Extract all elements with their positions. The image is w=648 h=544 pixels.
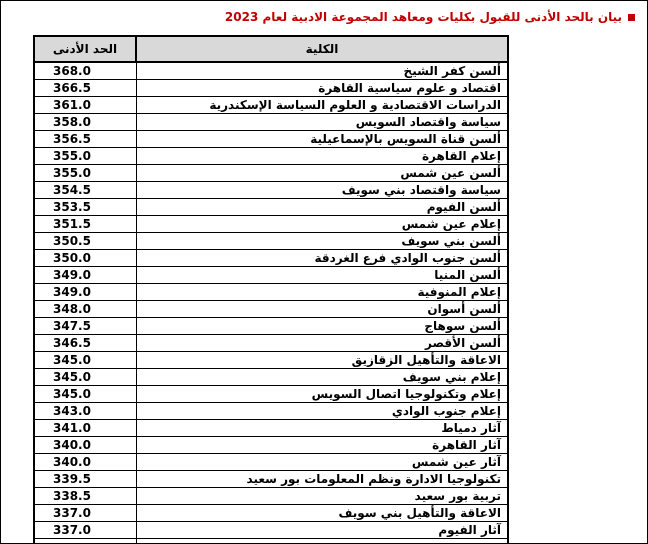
min-score-cell: 358.0: [34, 114, 136, 131]
table-row: [34, 165, 508, 182]
table-row: [34, 284, 508, 301]
college-name-cell: تربية بور سعيد: [136, 488, 508, 505]
min-score-cell: 349.0: [34, 284, 136, 301]
college-name-cell: ألسن بني سويف: [136, 233, 508, 250]
table-row: [34, 233, 508, 250]
college-name-cell: ألسن أسوان: [136, 301, 508, 318]
min-score-cell: 341.0: [34, 420, 136, 437]
table-row: [34, 437, 508, 454]
table-row: [34, 182, 508, 199]
min-score-cell: 340.0: [34, 454, 136, 471]
college-name-cell: إعلام وتكنولوجيا اتصال السويس: [136, 386, 508, 403]
college-name-cell: الاعاقة والتأهيل الزقازيق: [136, 352, 508, 369]
table-row: [34, 148, 508, 165]
min-score-cell: 348.0: [34, 301, 136, 318]
table-header-row: [34, 36, 508, 62]
college-name-cell: إعلام جنوب الوادي: [136, 403, 508, 420]
min-score-cell: 354.5: [34, 182, 136, 199]
red-square-bullet-icon: [628, 14, 635, 21]
admission-table-container: [33, 35, 507, 544]
college-name-cell: الاعاقة والتأهيل بني سويف: [136, 505, 508, 522]
college-name-cell: إعلام المنوفية: [136, 284, 508, 301]
min-score-cell: 345.0: [34, 369, 136, 386]
college-name-cell: اقتصاد و علوم سياسية القاهرة: [136, 80, 508, 97]
college-name-cell: سياسة واقتصاد السويس: [136, 114, 508, 131]
page-title: بيان بالحد الأدنى للقبول بكليات ومعاهد المجموعة الادبية لعام 2023: [224, 10, 622, 24]
college-name-cell: إعلام القاهرة: [136, 148, 508, 165]
college-name-cell: ألسن قناة السويس بالإسماعيلية: [136, 131, 508, 148]
min-score-cell: 343.0: [34, 403, 136, 420]
admission-table: [33, 35, 509, 544]
college-name-cell: ألسن الفيوم: [136, 199, 508, 216]
college-name-cell: ألسن عين شمس: [136, 165, 508, 182]
college-name-cell: آثار القاهرة: [136, 437, 508, 454]
college-name-cell: الدراسات الاقتصادية و العلوم السياسة الإسكندرية: [136, 97, 508, 114]
min-score-cell: 347.5: [34, 318, 136, 335]
table-row-cutoff: [34, 539, 508, 544]
table-row: [34, 267, 508, 284]
college-name-cell: ألسن كفر الشيخ: [136, 62, 508, 80]
min-score-cell: 356.5: [34, 131, 136, 148]
college-name-cell: إعلام عين شمس: [136, 216, 508, 233]
table-row: [34, 403, 508, 420]
table-row: [34, 80, 508, 97]
min-score-cell: 361.0: [34, 97, 136, 114]
min-score-cell: 337.0: [34, 505, 136, 522]
min-score-cell: 350.5: [34, 233, 136, 250]
college-name-cell: ألسن الأقصر: [136, 335, 508, 352]
heading-row: [225, 10, 635, 24]
college-name-cell: إعلام بني سويف: [136, 369, 508, 386]
college-name-cell: تكنولوجيا الادارة ونظم المعلومات بور سعيد: [136, 471, 508, 488]
table-row: [34, 335, 508, 352]
table-row: [34, 352, 508, 369]
table-row: [34, 114, 508, 131]
table-row: [34, 131, 508, 148]
table-row: [34, 369, 508, 386]
table-row: [34, 420, 508, 437]
college-name-cell: [136, 539, 508, 544]
table-row: [34, 522, 508, 539]
table-row: [34, 199, 508, 216]
min-score-cell: 339.5: [34, 471, 136, 488]
column-header-college: الكلية: [136, 36, 508, 62]
college-name-cell: سياسة واقتصاد بني سويف: [136, 182, 508, 199]
table-row: [34, 216, 508, 233]
min-score-cell: 350.0: [34, 250, 136, 267]
college-name-cell: آثار الفيوم: [136, 522, 508, 539]
table-row: [34, 250, 508, 267]
column-header-score: الحد الأدنى: [34, 36, 136, 62]
table-row: [34, 318, 508, 335]
min-score-cell: 345.0: [34, 352, 136, 369]
college-name-cell: ألسن سوهاج: [136, 318, 508, 335]
min-score-cell: 355.0: [34, 165, 136, 182]
table-row: [34, 505, 508, 522]
min-score-cell: 340.0: [34, 437, 136, 454]
college-name-cell: ألسن المنيا: [136, 267, 508, 284]
min-score-cell: [34, 539, 136, 544]
min-score-cell: 366.5: [34, 80, 136, 97]
college-name-cell: آثار دمياط: [136, 420, 508, 437]
min-score-cell: 353.5: [34, 199, 136, 216]
table-row: [34, 386, 508, 403]
min-score-cell: 351.5: [34, 216, 136, 233]
min-score-cell: 349.0: [34, 267, 136, 284]
min-score-cell: 338.5: [34, 488, 136, 505]
min-score-cell: 368.0: [34, 62, 136, 80]
min-score-cell: 346.5: [34, 335, 136, 352]
min-score-cell: 355.0: [34, 148, 136, 165]
table-row: [34, 488, 508, 505]
min-score-cell: 345.0: [34, 386, 136, 403]
college-name-cell: آثار عين شمس: [136, 454, 508, 471]
table-row: [34, 301, 508, 318]
table-row: [34, 454, 508, 471]
min-score-cell: 337.0: [34, 522, 136, 539]
table-row: [34, 97, 508, 114]
table-row: [34, 62, 508, 80]
table-row: [34, 471, 508, 488]
college-name-cell: ألسن جنوب الوادي فرع الغردقة: [136, 250, 508, 267]
